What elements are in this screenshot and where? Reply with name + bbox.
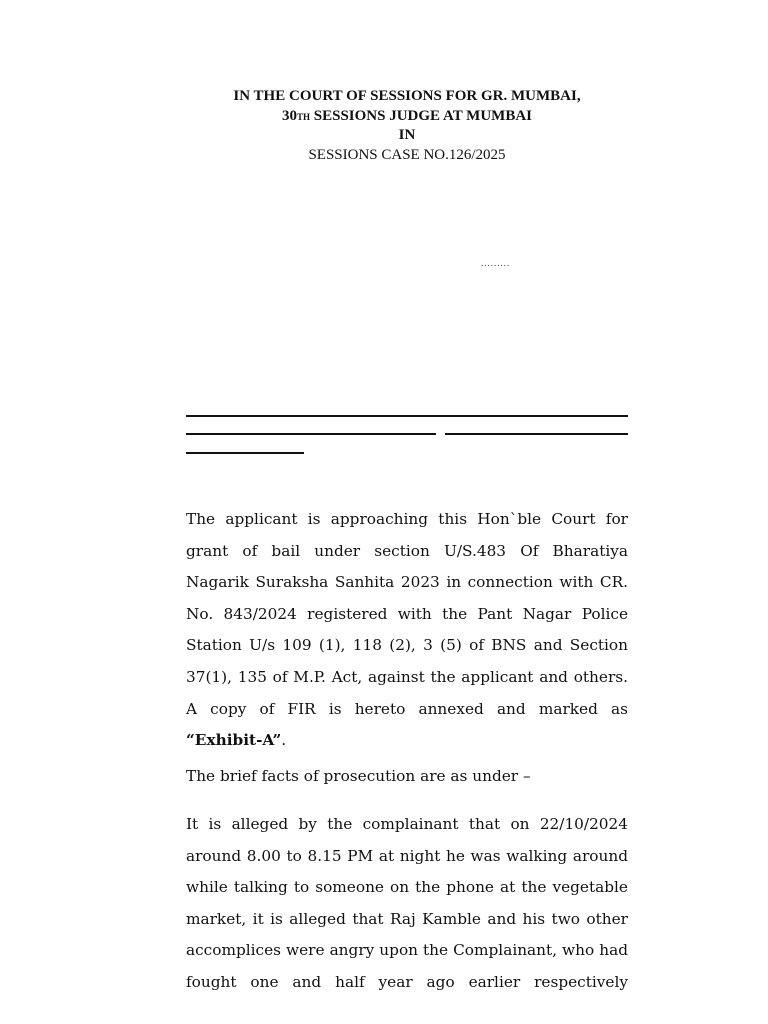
- paragraph-text: The applicant is approaching this Hon`ble Court for grant of bail under section U/S.483 Of Bharatiya Nagarik Suraksha Sanhita 2023 in connection with CR. No. 843/2024 registered with the Pant Nagar Police Station U/s 109 (1), 118 (2), 3 (5) of BNS and Section 37(1), 135 of M.P. Act, against the applicant and others. A copy of FIR is hereto annexed and marked as: [186, 510, 628, 718]
- court-heading: [186, 87, 628, 165]
- judge-number: 30: [281, 107, 297, 124]
- redaction-rule: [445, 433, 628, 435]
- court-in-line: IN: [398, 127, 416, 143]
- court-title-line: IN THE COURT OF SESSIONS FOR GR. MUMBAI,: [233, 88, 581, 104]
- redaction-rule: [186, 433, 436, 435]
- judge-title: SESSIONS JUDGE AT MUMBAI: [310, 107, 532, 124]
- facts-intro: The brief facts of prosecution are as under –: [186, 767, 531, 785]
- redaction-rule: [186, 452, 304, 454]
- paragraph-end: .: [281, 731, 287, 750]
- redacted-ellipsis: .........: [481, 258, 511, 268]
- exhibit-reference: “Exhibit-A”: [186, 731, 282, 750]
- bail-application-paragraph: [186, 504, 628, 757]
- redaction-rule: [186, 415, 628, 417]
- case-number: SESSIONS CASE NO.126/2025: [308, 146, 506, 163]
- court-judge-line: [186, 107, 628, 127]
- judge-ordinal-suffix: TH: [296, 111, 310, 122]
- allegation-paragraph: It is alleged by the complainant that on 22/10/2024 around 8.00 to 8.15 PM at night he was walking around while talking to someone on the phone at the vegetable market, it is alleged that Raj Kamble and his two other accomplices were angry upon the Complainant, who had fought one and half year ago earlier respectively: [186, 815, 628, 991]
